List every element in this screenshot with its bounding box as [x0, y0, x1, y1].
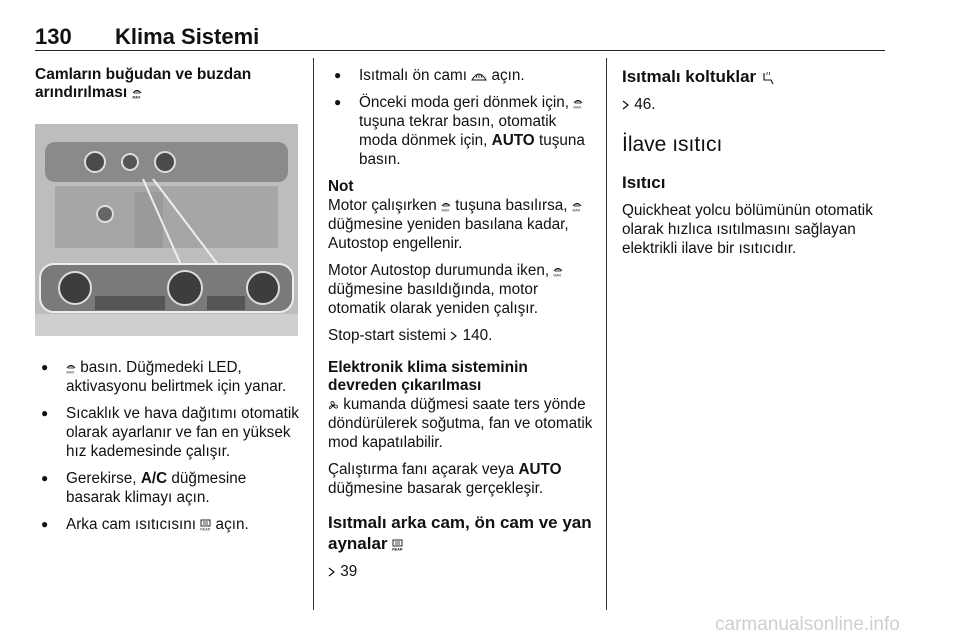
paragraph: Quickheat yolcu bölümünün otomatik olarak hızlıca ısıtılmasını sağlayan elektrikli ilave bir ısıtıcıdır.: [622, 202, 873, 257]
page-reference: 46.: [622, 95, 890, 114]
column-divider: [606, 58, 607, 610]
svg-text:REAR: REAR: [392, 547, 403, 552]
list-item: ● Önceki moda geri dönmek için, MAX tuşuna tekrar basın, otomatik moda dönmek için, AUTO tuşuna basın.: [328, 93, 593, 169]
subsection-heading: Isıtıcı: [622, 173, 666, 192]
section-heading: Camların buğudan ve buzdan arındırılması MAX: [35, 66, 252, 101]
list-item: ● Sıcaklık ve hava dağıtımı otomatik olarak ayarlanır ve fan en yüksek hız kademesinde çalışır.: [35, 404, 303, 461]
paragraph: Çalıştırma fanı açarak veya AUTO düğmesine basarak gerçekleşir.: [328, 461, 562, 497]
max-defrost-icon: [132, 87, 142, 99]
svg-text:MAX: MAX: [572, 208, 581, 213]
seat-heater-icon: [761, 71, 775, 85]
max-defrost-icon: [573, 97, 583, 109]
max-defrost-icon: [572, 200, 582, 212]
fan-icon: [328, 400, 339, 411]
list-item: ● Arka cam ısıtıcısını REAR açın.: [35, 515, 303, 534]
svg-text:MAX: ● MAX: [66, 370, 75, 375]
svg-text:MAX: MAX: [441, 208, 450, 213]
list-item: ● Isıtmalı ön camı açın.: [328, 66, 593, 85]
section-title: İlave ısıtıcı: [622, 133, 723, 156]
page-number: 130: [35, 24, 72, 49]
section-heading: Isıtmalı arka cam, ön cam ve yan aynalar REAR: [328, 513, 592, 553]
max-defrost-icon: [441, 200, 451, 212]
page-ref-arrow-icon: [328, 567, 336, 578]
note-paragraph: Motor Autostop durumunda iken, MAX düğmesine basıldığında, motor otomatik olarak yeniden çalışır.: [328, 262, 562, 317]
page-reference: 39: [328, 562, 593, 581]
instruction-list: [328, 66, 593, 169]
page-ref-arrow-icon: [622, 100, 630, 111]
rear-heater-icon: [392, 539, 403, 551]
chapter-title: Klima Sistemi: [115, 24, 260, 49]
rear-heater-icon: [200, 519, 211, 531]
section-heading: Elektronik klima sisteminin devreden çıkarılması: [328, 359, 528, 394]
svg-text:MAX: MAX: [573, 105, 582, 110]
column-divider: [313, 58, 314, 610]
svg-text:REAR: REAR: [200, 527, 211, 532]
page-header: [35, 22, 885, 51]
list-item: ● Gerekirse, A/C düğmesine basarak klimayı açın.: [35, 469, 303, 507]
section-heading: Isıtmalı koltuklar: [622, 66, 890, 87]
note-paragraph: Motor çalışırken MAX tuşuna basılırsa, MAX düğmesine yeniden basılana kadar, Autostop engellenir.: [328, 197, 581, 252]
list-item: ● MAX basın. Düğmedeki LED, aktivasyonu belirtmek için yanar.: [35, 358, 303, 396]
svg-text:MAX: MAX: [553, 273, 562, 278]
instruction-list: [35, 358, 303, 534]
max-defrost-icon: [66, 362, 76, 374]
column-2: [328, 66, 593, 589]
stop-start-reference: Stop-start sistemi 140.: [328, 327, 493, 344]
max-defrost-icon: [553, 265, 563, 277]
note-title: Not: [328, 178, 354, 195]
watermark: carmanualsonline.info: [715, 614, 900, 635]
front-heater-icon: [471, 71, 487, 82]
climate-control-panel-photo: [35, 124, 298, 336]
column-3: [622, 66, 890, 266]
paragraph: kumanda düğmesi saate ters yönde döndürülerek soğutma, fan ve otomatik mod kapatılabilir.: [328, 396, 593, 451]
svg-text:MAX: MAX: [132, 95, 140, 100]
column-1: [35, 66, 303, 542]
